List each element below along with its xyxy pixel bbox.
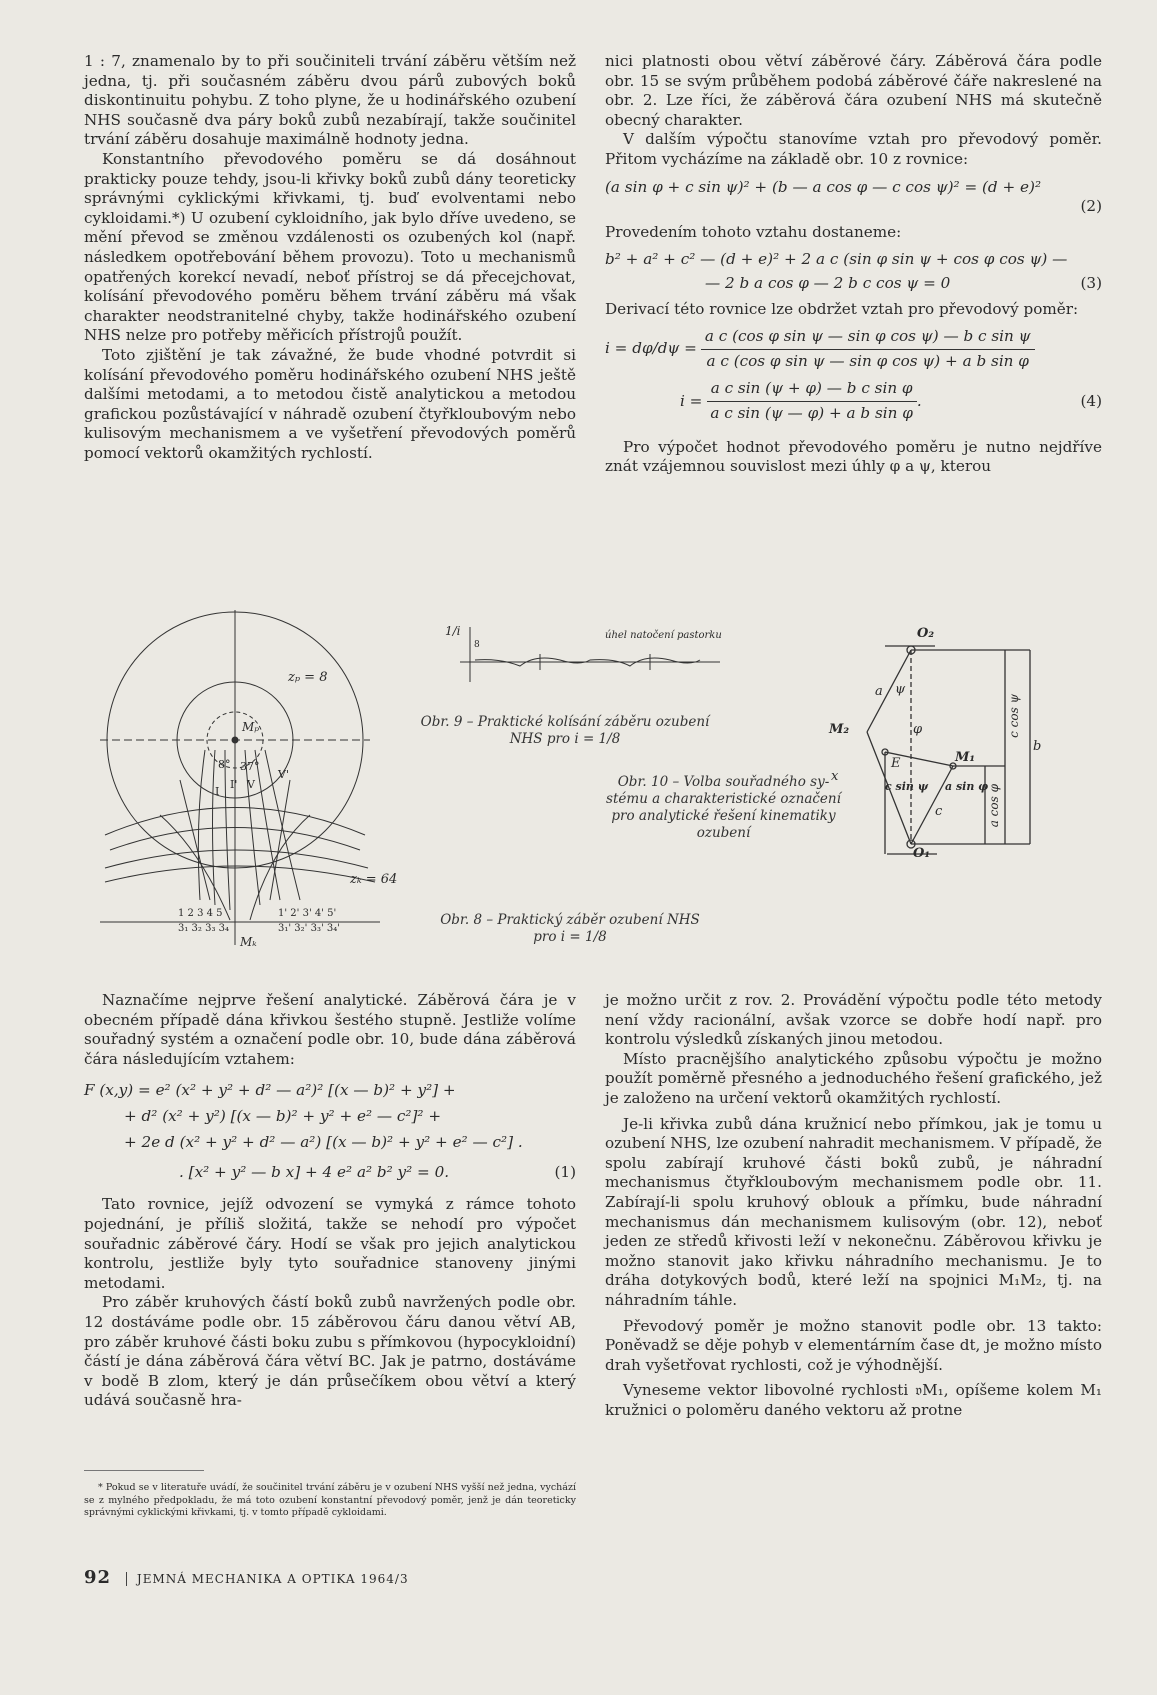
equation-3-line2 (605, 274, 1102, 294)
paragraph: V dalším výpočtu stanovíme vztah pro převodový poměr. Přitom vycházíme na základě obr. 10 z rovnice: (605, 130, 1102, 168)
numerator: a c (cos φ sin ψ — sin φ cos ψ) — b c sin ψ (701, 327, 1035, 350)
left-column-top (84, 52, 576, 463)
figure-10-caption (606, 774, 841, 842)
caption-line: Obr. 9 – Praktické kolísání záběru ozubení (420, 714, 710, 730)
paragraph: je možno určit z rov. 2. Provádění výpočtu podle této metody není vždy racionální, avšak vzorce se dobře hodí např. pro kontrolu výsledků získaných jinou metodou. (605, 991, 1102, 1049)
equation-lhs: i = (680, 391, 703, 410)
caption-line: pro analytické řešení kinematiky (611, 808, 836, 824)
label-angle-8: 8° (218, 758, 231, 771)
equation-4b: i = $\frac{\text{a c sin (ψ + φ) — b c sin φ}}{\text{a c sin (ψ — φ) + a b sin φ}}$ . (4) (680, 379, 1102, 422)
equation-number: (1) (554, 1163, 576, 1182)
paragraph: Pro výpočet hodnot převodového poměru je nutno nejdříve znát vzájemnou souvislost mezi úhly φ a ψ, kterou (605, 437, 1102, 476)
figure-10 (829, 626, 1075, 866)
left-column-bottom (84, 991, 576, 1411)
equation-3-text: — 2 b a cos φ — 2 b c cos ψ = 0 (705, 273, 951, 292)
caption-line: NHS pro i = 1/8 (509, 731, 621, 747)
figure-9 (440, 622, 740, 684)
paragraph: Vyneseme vektor libovolné rychlosti 𝔳M₁, opíšeme kolem M₁ kružnici o poloměru daného vektoru až protne (605, 1381, 1102, 1419)
label-v: V (247, 778, 255, 791)
label-points-right-sub: 3₁' 3₂' 3₃' 3₄' (278, 923, 341, 934)
label-mk: Mₖ (240, 935, 257, 949)
paragraph: Naznačíme nejprve řešení analytické. Záběrová čára je v obecném případě dána křivkou šestého stupně. Jestliže volíme souřadný systém a označení podle obr. 10, bude dána záběrová čára následujícím vztahem: (84, 991, 576, 1068)
equation-number: (2) (1080, 197, 1102, 216)
equation-number: (3) (1080, 273, 1102, 292)
equation-4a (605, 327, 1102, 371)
label-a-sin-phi: a sin φ (945, 780, 989, 793)
equation-1-line3: + 2e d (x² + y² + d² — a²) [(x — b)² + y² + e² — c²] . (124, 1133, 523, 1152)
x-axis-label: úhel natočení pastorku (605, 630, 722, 641)
label-c-sin-psi: c sin ψ (885, 780, 929, 793)
label-c-cos-psi: c cos ψ (1007, 694, 1021, 738)
y-axis-label: 1/i (445, 624, 461, 638)
label-v-prime: V' (278, 768, 289, 781)
footnote-text: * Pokud se v literatuře uvádí, že součinitel trvání záběru je v ozubení NHS vyšší než jedna, vychází se z mylného předpokladu, že má toto ozubení konstantní převodový poměr, jenž je dán teoreticky správnými cyklickými křivkami, tj. v tomto případě cykloidami. (84, 1482, 576, 1518)
paragraph: Konstantního převodového poměru se dá dosáhnout prakticky pouze tehdy, jsou-li křivky boků zubů dány teoreticky správnými cyklickými křivkami, tj. buď evolventami nebo cykloidami.*) U ozubení cykloidního, jak bylo dříve uvedeno, se mění převod se změnou vzdálenosti os ozubených kol (např. následkem opotřebování během provozu). Toto u mechanismů opatřených korekcí nevadí, neboť přístroj se dá přecejchovat, kolísání převodového poměru během trvání záběru má však charakter neodstranitelné chyby, takže hodinářského ozubení NHS nelze pro potřeby měřicích přístrojů použít. (84, 149, 576, 345)
equation-3-line1: b² + a² + c² — (d + e)² + 2 a c (sin φ sin ψ + cos φ cos ψ) — (605, 250, 1068, 269)
label-points-right: 1' 2' 3' 4' 5' (278, 908, 337, 919)
right-column-bottom (605, 991, 1102, 1420)
paragraph: Pro záběr kruhových částí boků zubů navržených podle obr. 12 dostáváme podle obr. 15 záběrovou čáru danou větví AB, pro záběr kruhové části boku zubu s přímkovou (hypocykloidní) částí je dána záběrová čára větví BC. Jak je patrno, dostáváme v bodě B zlom, který je dán průsečíkem obou větví a který udává současně hra- (84, 1293, 576, 1410)
paragraph: Tato rovnice, jejíž odvození se vymyká z rámce tohoto pojednání, je příliš složitá, takže se nehodí pro výpočet souřadnic záběrové čáry. Hodí se však pro jejich analytickou kontrolu, jestliže byly tyto souřadnice stanoveny jinými metodami. (84, 1195, 576, 1292)
caption-line: pro i = 1/8 (533, 929, 607, 945)
label-psi: ψ (895, 682, 906, 697)
label-angle-37: 37° (240, 760, 260, 773)
figure-8-caption (400, 912, 740, 946)
footnote (84, 1482, 576, 1520)
page-number: 92 (84, 1567, 112, 1588)
equation-lhs: i = dφ/dψ = (605, 339, 697, 358)
y-tick-label: 8 (474, 640, 480, 650)
paragraph: Je-li křivka zubů dána kružnicí nebo přímkou, jak je tomu u ozubení NHS, lze ozubení nahradit mechanismem. V případě, že spolu zabírají kruhové části boků zubů, je náhradní mechanismus čtyřkloubovým mechanismem podle obr. 11. Zabírají-li spolu kruhový oblouk a přímku, bude náhradní mechanismus dán mechanismem kulisovým (obr. 12), neboť jeden ze středů křivosti leží v nekonečnu. Záběrovou křivku je možno stanovit jako křivku náhradního mechanismu. Je to dráha dotykových bodů, které leží na spojnici M₁M₂, tj. na náhradním táhle. (605, 1114, 1102, 1309)
label-points-left: 1 2 3 4 5 (178, 908, 223, 919)
paragraph: Převodový poměr je možno stanovit podle obr. 13 takto: Poněvadž se děje pohyb v elementárním čase dt, je možno místo drah vyšetřovat rychlosti, což je výhodnější. (605, 1316, 1102, 1374)
label-e: E (891, 756, 901, 771)
figure-8 (100, 600, 440, 950)
journal-name: JEMNÁ MECHANIKA A OPTIKA 1964/3 (126, 1572, 409, 1586)
caption-line: Obr. 10 – Volba souřadného sy- (617, 774, 830, 790)
label-o2: O₂ (917, 626, 935, 641)
paragraph: Provedením tohoto vztahu dostaneme: (605, 222, 902, 241)
paragraph: 1 : 7, znamenalo by to při součiniteli trvání záběru větším než jedna, tj. při současném záběru dvou párů zubových boků diskontinuitu pohybu. Z toho plyne, že u hodinářského ozubení NHS současně dva páry boků zubů nezabírají, takže součinitel trvání záběru dosahuje maximálně hodnoty jedna. (84, 52, 576, 149)
paragraph: Místo pracnějšího analytického způsobu výpočtu je možno použít poměrně přesného a jednoduchého řešení grafického, jež je založeno na určení vektorů okamžitých rychlostí. (605, 1049, 1102, 1107)
footnote-separator (84, 1470, 204, 1471)
caption-line: Obr. 8 – Praktický záběr ozubení NHS (440, 912, 700, 928)
label-m2: M₂ (829, 722, 850, 737)
caption-line: ozubení (696, 825, 751, 841)
paragraph: Derivací této rovnice lze obdržet vztah pro převodový poměr: (605, 299, 1079, 318)
right-column-top (605, 52, 1102, 477)
page-footer (84, 1567, 409, 1588)
label-points-left-sub: 3₁ 3₂ 3₃ 3₄ (178, 923, 230, 934)
label-mp: Mₚ (242, 720, 260, 734)
paragraph: Toto zjištění je tak závažné, že bude vhodné potvrdit si kolísání převodového poměru hodinářského ozubení NHS ještě dalšími metodami, a to metodou čistě analytickou a metodou grafickou pozůstávající v náhradě ozubení čtyřkloubovým nebo kulisovým mechanismem a ve vyšetření převodových poměrů pomocí vektorů okamžitých rychlostí. (84, 345, 576, 462)
paragraph: nici platnosti obou větví záběrové čáry. Záběrová čára podle obr. 15 se svým průběhem podobá záběrové čáře nakreslené na obr. 2. Lze říci, že záběrová čára ozubení NHS má skutečně obecný charakter. (605, 52, 1102, 129)
equation-1-text: . [x² + y² — b x] + 4 e² a² b² y² = 0. (179, 1163, 450, 1182)
label-x: x (831, 769, 839, 784)
numerator: a c sin (ψ + φ) — b c sin φ (707, 379, 917, 402)
equation-1-line2: + d² (x² + y²) [(x — b)² + y² + e² — c²]² + (124, 1107, 442, 1126)
equation-number: (4) (1080, 391, 1102, 410)
denominator: a c (cos φ sin ψ — sin φ cos ψ) + a b sin φ (706, 351, 1029, 370)
denominator: a c sin (ψ — φ) + a b sin φ (710, 403, 913, 422)
equation-1-line4 (84, 1159, 576, 1185)
label-a-cos-phi: a cos φ (987, 784, 1001, 828)
label-c: c (935, 804, 943, 819)
equation-1-line1: F (x,y) = e² (x² + y² + d² — a²)² [(x — b)² + y²] + (84, 1081, 456, 1100)
label-m1: M₁ (955, 750, 976, 765)
figure-9-caption (420, 714, 710, 748)
label-zk: zₖ = 64 (350, 872, 398, 887)
equation-2: (a sin φ + c sin ψ)² + (b — a cos φ — c cos ψ)² = (d + e)² (605, 177, 1042, 196)
caption-line: stému a charakteristické označení (606, 791, 841, 807)
fraction (701, 327, 1035, 371)
label-a: a (875, 684, 883, 699)
label-b: b (1033, 739, 1042, 754)
label-i: I (215, 785, 220, 798)
label-zp: zₚ = 8 (288, 670, 328, 685)
fraction (706, 379, 916, 423)
label-i-prime: I' (230, 778, 238, 791)
label-phi: φ (913, 722, 923, 737)
label-o1: O₁ (913, 846, 931, 861)
gear-engagement-drawing (100, 600, 440, 950)
